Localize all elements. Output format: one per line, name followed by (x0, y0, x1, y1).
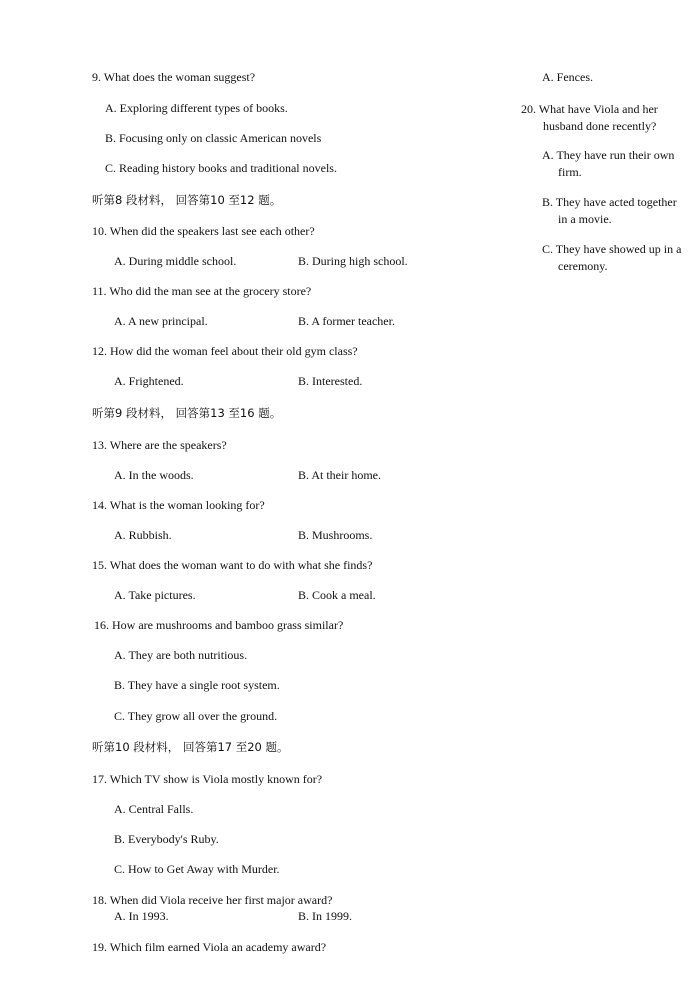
q17-option-b: B. Everybody's Ruby. (114, 832, 219, 846)
q14-option-b: B. Mushrooms. (298, 528, 373, 542)
q16-option-a: A. They are both nutritious. (114, 648, 248, 662)
q15-option-b: B. Cook a meal. (298, 588, 376, 602)
q10-option-b: B. During high school. (298, 254, 408, 268)
q20-option-a (542, 147, 699, 181)
q15-option-a: A. Take pictures. (114, 588, 196, 602)
q9-option-b: B. Focusing only on classic American novels (105, 131, 322, 145)
q9-option-a: A. Exploring different types of books. (105, 101, 288, 115)
question-11: 11. Who did the man see at the grocery store? (92, 284, 312, 298)
question-17: 17. Which TV show is Viola mostly known for? (92, 772, 323, 786)
section-9-heading: 听第9 段材料， 回答第13 至16 题。 (92, 406, 282, 420)
q13-option-a: A. In the woods. (114, 468, 194, 482)
q20-option-c-text: C. They have showed up in a ceremony. (542, 242, 682, 273)
question-20-text: 20. What have Viola and her husband done recently? (521, 102, 658, 133)
q11-option-a: A. A new principal. (114, 314, 208, 328)
section-10-heading: 听第10 段材料， 回答第17 至20 题。 (92, 740, 289, 754)
q20-option-b-text: B. They have acted together in a movie. (542, 195, 677, 226)
q17-option-a: A. Central Falls. (114, 802, 194, 816)
q18-option-a: A. In 1993. (114, 909, 169, 923)
question-10: 10. When did the speakers last see each other? (92, 224, 315, 238)
q17-option-c: C. How to Get Away with Murder. (114, 862, 280, 876)
question-9: 9. What does the woman suggest? (92, 70, 256, 84)
q16-option-b: B. They have a single root system. (114, 678, 280, 692)
q10-option-a: A. During middle school. (114, 254, 237, 268)
q20-option-a-text: A. They have run their own firm. (542, 148, 675, 179)
q12-option-b: B. Interested. (298, 374, 363, 388)
q18-option-b: B. In 1999. (298, 909, 352, 923)
question-15: 15. What does the woman want to do with what she finds? (92, 558, 373, 572)
q9-option-c: C. Reading history books and traditional novels. (105, 161, 337, 175)
q11-option-b: B. A former teacher. (298, 314, 395, 328)
q12-option-a: A. Frightened. (114, 374, 184, 388)
section-8-heading: 听第8 段材料， 回答第10 至12 题。 (92, 193, 282, 207)
q13-option-b: B. At their home. (298, 468, 381, 482)
question-19: 19. Which film earned Viola an academy award? (92, 940, 327, 954)
q20-option-b (542, 194, 677, 228)
question-16: 16. How are mushrooms and bamboo grass similar? (94, 618, 344, 632)
q16-option-c: C. They grow all over the ground. (114, 709, 278, 723)
question-14: 14. What is the woman looking for? (92, 498, 265, 512)
q20-option-c (542, 241, 699, 275)
question-20 (521, 101, 689, 135)
question-13: 13. Where are the speakers? (92, 438, 227, 452)
question-12: 12. How did the woman feel about their old gym class? (92, 344, 358, 358)
q14-option-a: A. Rubbish. (114, 528, 172, 542)
q19-option-a: A. Fences. (542, 70, 593, 84)
question-18: 18. When did Viola receive her first major award? (92, 893, 333, 907)
